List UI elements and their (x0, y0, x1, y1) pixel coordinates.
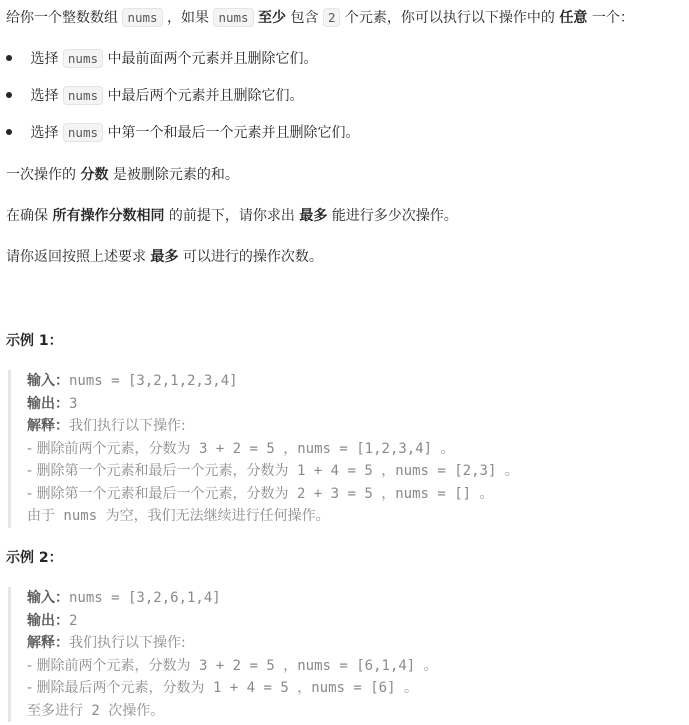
example-1-title: 示例 1： (6, 333, 63, 349)
bullet-dot-icon (6, 129, 12, 135)
bullet-dot-icon (6, 55, 12, 61)
example-1-step: - 删除第一个元素和最后一个元素，分数为 1 + 4 = 5 ，nums = [2,3] 。 (27, 463, 519, 479)
inline-code-nums-2: nums (213, 8, 253, 27)
bold-all-same: 所有操作分数相同 (52, 208, 165, 224)
example-2-explanation: 解释：我们执行以下操作: (27, 635, 186, 651)
example-2-step: - 删除最后两个元素，分数为 1 + 4 = 5 ，nums = [6] 。 (27, 680, 418, 696)
example-1-step: - 删除第一个元素和最后一个元素，分数为 2 + 3 = 5 ，nums = [] 。 (27, 485, 494, 502)
score-paragraph: 一次操作的 分数 是被删除元素的和。 (6, 167, 239, 183)
bold-any: 任意 (559, 10, 588, 26)
example-2-title: 示例 2： (6, 550, 63, 566)
bullet-item-2: 选择 nums 中最后两个元素并且删除它们。 (6, 85, 303, 107)
intro-paragraph: 给你一个整数数组 nums ，如果 nums 至少 包含 2 个元素，你可以执行以下操作中的 任意 一个： (6, 10, 634, 26)
bold-score: 分数 (80, 167, 109, 183)
example-1-output: 输出：3 (27, 395, 78, 412)
example-2-input: 输入：nums = [3,2,6,1,4] (27, 590, 221, 606)
example-1-input: 输入：nums = [3,2,1,2,3,4] (27, 373, 238, 389)
bold-most: 最多 (150, 249, 179, 265)
example-1-block (8, 370, 689, 528)
bullet-item-1: 选择 nums 中最前面两个元素并且删除它们。 (6, 48, 317, 70)
ask-paragraph: 在确保 所有操作分数相同 的前提下，请你求出 最多 能进行多少次操作。 (6, 208, 458, 224)
bullet-item-3: 选择 nums 中第一个和最后一个元素并且删除它们。 (6, 122, 359, 144)
inline-code-2: 2 (323, 8, 341, 27)
example-1-conclusion: 由于 nums 为空，我们无法继续进行任何操作。 (27, 508, 330, 524)
example-2-conclusion: 至多进行 2 次操作。 (27, 702, 165, 719)
inline-code-nums: nums (122, 8, 162, 27)
inline-code-nums: nums (63, 123, 103, 142)
example-1-explanation: 解释：我们执行以下操作: (27, 418, 186, 434)
example-2-step: - 删除前两个元素，分数为 3 + 2 = 5 ，nums = [6,1,4] 。 (27, 657, 438, 674)
bold-at-least: 至少 (258, 10, 287, 26)
bold-most: 最多 (299, 208, 328, 224)
example-2-block (8, 587, 689, 722)
example-2-output: 输出：2 (27, 612, 78, 629)
bullet-dot-icon (6, 92, 12, 98)
example-1-step: - 删除前两个元素，分数为 3 + 2 = 5 ，nums = [1,2,3,4] 。 (27, 440, 455, 457)
return-paragraph: 请你返回按照上述要求 最多 可以进行的操作次数。 (6, 249, 323, 265)
inline-code-nums: nums (63, 49, 103, 68)
inline-code-nums: nums (63, 86, 103, 105)
